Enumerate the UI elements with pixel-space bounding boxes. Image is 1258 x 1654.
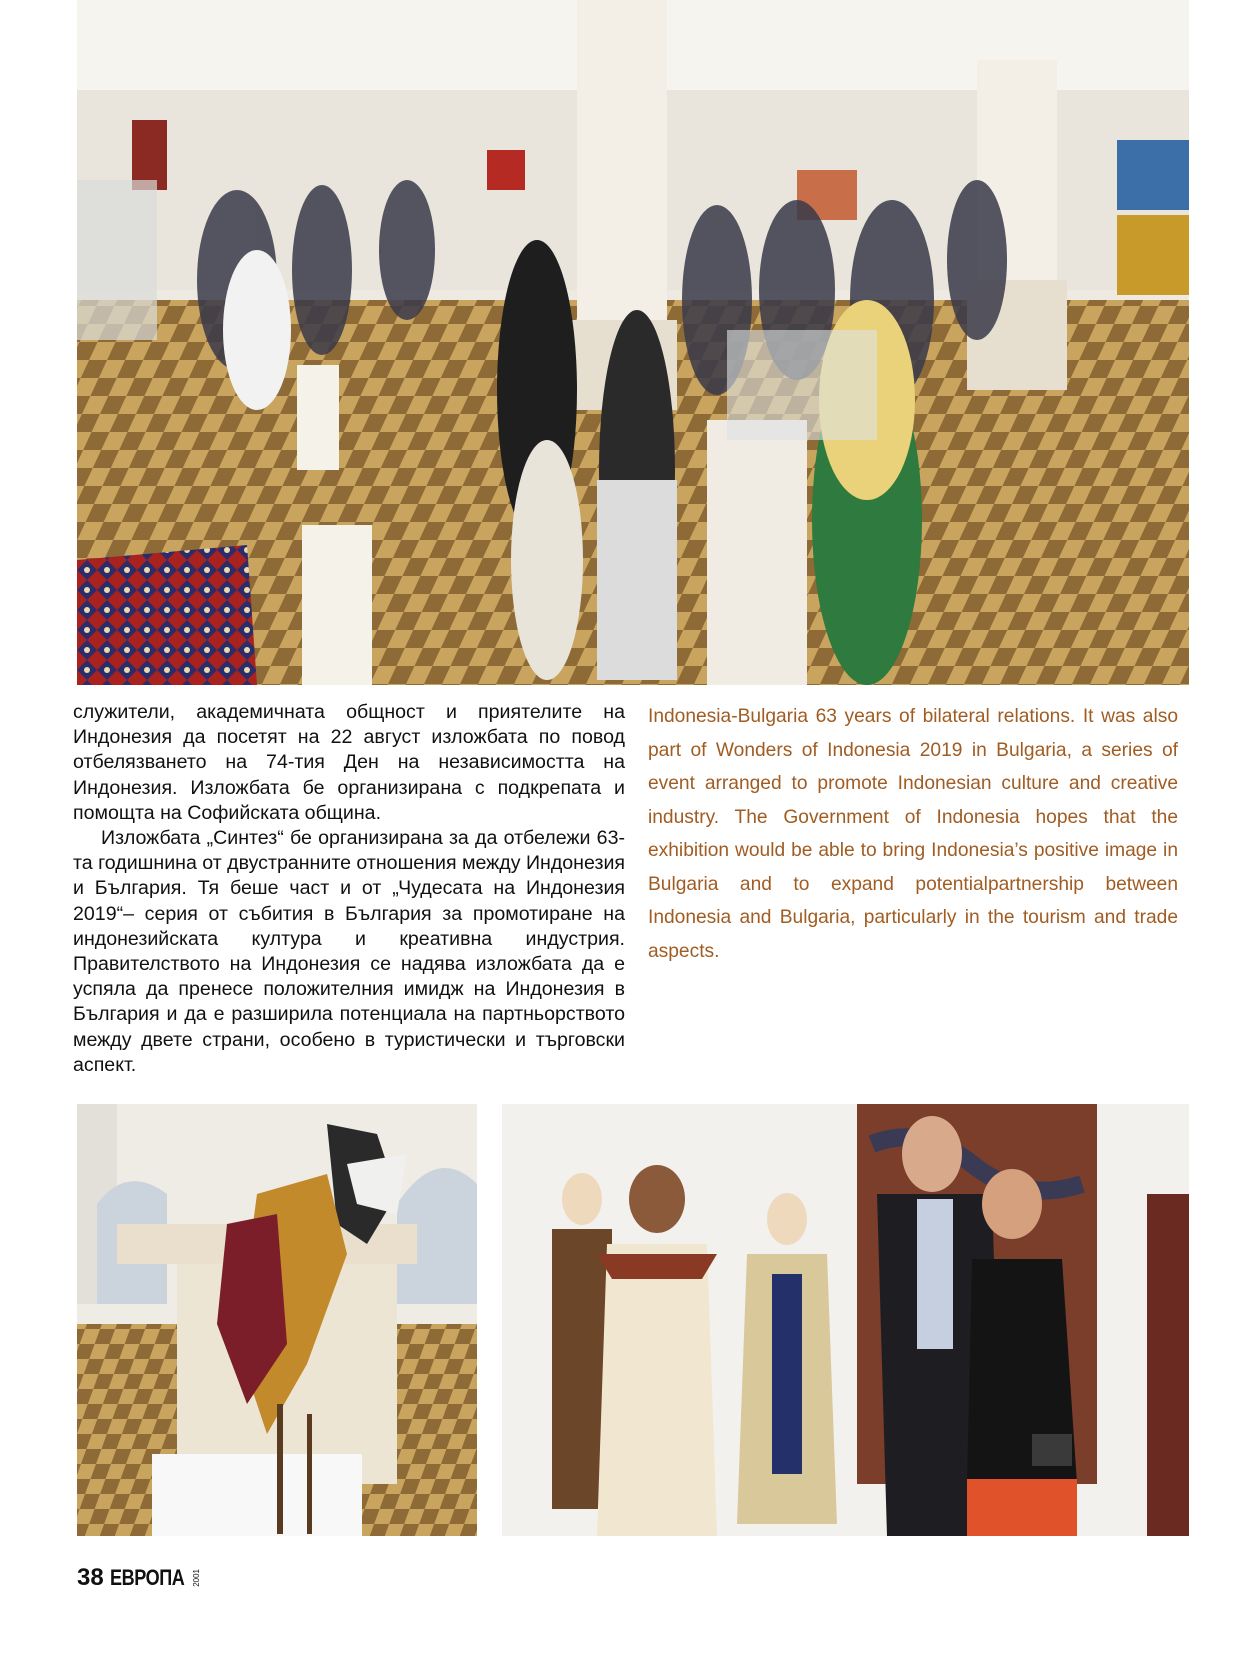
- english-paragraph: Indonesia-Bulgaria 63 years of bilateral relations. It was also part of Wonders of Indonesia 2019 in Bulgaria, a series of event arranged to promote Indonesian culture and creative industry. The Government of Indonesia hopes that the exhibition would be able to bring Indonesia’s positive image in Bulgaria and to expand potentialpartnership between Indonesia and Bulgaria, particularly in the tourism and trade aspects.: [648, 706, 1178, 962]
- wayang-puppet-photo: [77, 1104, 477, 1536]
- magazine-side-text: 2001: [192, 1569, 202, 1587]
- bulgarian-text-column: [73, 700, 625, 1078]
- group-portrait-photo: [502, 1104, 1189, 1536]
- page-footer: [77, 1558, 201, 1598]
- exhibition-crowd-photo: [77, 0, 1189, 685]
- page-number: 38: [77, 1564, 104, 1591]
- english-text-column: [648, 700, 1178, 968]
- bulgarian-paragraph-2: Изложбата „Синтез“ бе организирана за да отбележи 63-та годишнина от двустранните отношения между Индонезия и България. Тя беше част и от „Чудесата на Индонезия 2019“– серия от събития в България за промотиране на индонезийската култура и креативна индустрия. Правителството на Индонезия се надява изложбата да е успяла да пренесе положителния имидж на Индонезия в България и да е разширила потенциала на партньорството между двете страни, особено в туристически и търговски аспект.: [73, 827, 626, 1076]
- magazine-name: ЕВРОПА: [109, 1565, 185, 1590]
- bulgarian-paragraph-1: служители, академичната общност и приятелите на Индонезия да посетят на 22 август изложбата по повод отбелязването на 74-тия Ден на независимостта на Индонезия. Изложбата бе организирана с подкрепата и помощта на Софийската община.: [73, 701, 625, 824]
